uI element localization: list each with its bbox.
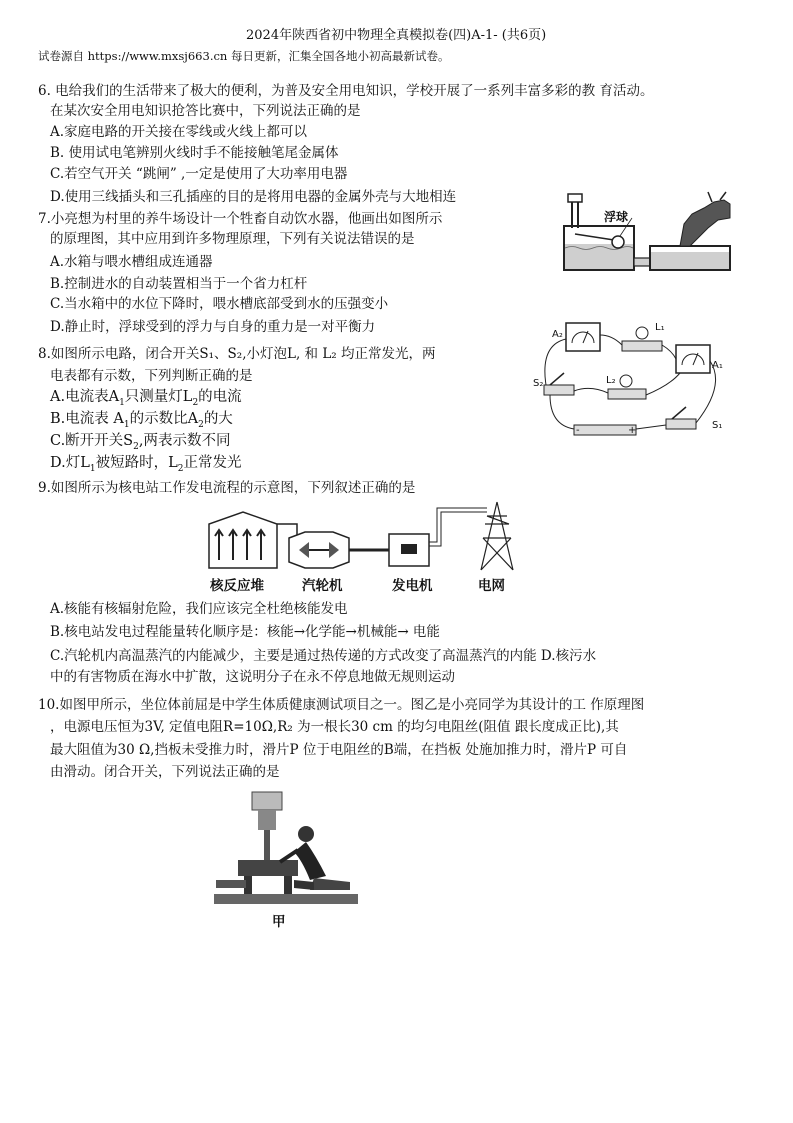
q6-option-c: C.若空气开关 “跳闸” ,一定是使用了大功率用电器 xyxy=(50,166,348,182)
q7-figure-water-trough xyxy=(562,188,732,276)
q9-label-grid: 电网 xyxy=(478,578,505,594)
source-note: 试卷源自 https://www.mxsj663.cn 每日更新，汇集全国各地小初高最新试卷。 xyxy=(38,49,450,63)
q8-label-minus: - xyxy=(576,425,580,436)
q8-option-c: C.断开开关$S_2$,两表示数不同 xyxy=(50,433,231,452)
q9-label-turbine: 汽轮机 xyxy=(302,578,343,594)
q7-option-b: B.控制进水的自动装置相当于一个省力杠杆 xyxy=(50,276,308,292)
q7-float-label: 浮球 xyxy=(604,210,629,224)
q8-stem-line2: 电表都有示数，下列判断正确的是 xyxy=(50,368,253,384)
q6-option-b: B. 使用试电笔辨别火线时手不能接触笔尾金属体 xyxy=(50,145,339,161)
q10-figure-label-jia: 甲 xyxy=(272,914,286,930)
q8-option-b: B.电流表 $A_1$的示数比$A_2$的大 xyxy=(50,411,233,430)
q9-label-reactor: 核反应堆 xyxy=(210,578,264,594)
q10-line2: ，电源电压恒为3V, 定值电阻R=10Ω,R₂ 为一根长30 cm 的均匀电阻丝(阻值 跟长度成正比),其 xyxy=(50,719,619,735)
q8-label-a1: A₁ xyxy=(712,360,723,371)
q8-label-s2: S₂ xyxy=(533,378,544,389)
q6-option-a: A.家庭电路的开关接在零线或火线上都可以 xyxy=(50,124,308,140)
q9-label-generator: 发电机 xyxy=(392,578,433,594)
q8-stem-line1: 8.如图所示电路，闭合开关S₁、S₂,小灯泡L, 和 L₂ 均正常发光，两 xyxy=(38,346,436,362)
q7-option-a: A.水箱与喂水槽组成连通器 xyxy=(50,254,213,270)
q8-label-s1: S₁ xyxy=(712,420,723,431)
q8-option-a: A.电流表$A_1$只测量灯$L_2$的电流 xyxy=(50,389,242,408)
q7-option-d: D.静止时，浮球受到的浮力与自身的重力是一对平衡力 xyxy=(50,319,376,335)
q8-label-plus: + xyxy=(628,425,637,436)
q9-option-c-cont: 中的有害物质在海水中扩散，这说明分子在永不停息地做无规则运动 xyxy=(50,669,455,685)
q6-stem-line2: 在某次安全用电知识抢答比赛中，下列说法正确的是 xyxy=(50,103,361,119)
q7-option-c: C.当水箱中的水位下降时，喂水槽底部受到水的压强变小 xyxy=(50,296,389,312)
q9-option-a: A.核能有核辐射危险，我们应该完全杜绝核能发电 xyxy=(50,601,348,617)
q8-label-l2: L₂ xyxy=(606,375,616,386)
q6-option-d: D.使用三线插头和三孔插座的目的是将用电器的金属外壳与大地相连 xyxy=(50,189,457,205)
q9-option-c: C.汽轮机内高温蒸汽的内能减少，主要是通过热传递的方式改变了高温蒸汽的内能 D.核污水 xyxy=(50,648,597,664)
q6-stem-line1: 6. 电给我们的生活带来了极大的便利，为普及安全用电知识，学校开展了一系列丰富多彩的教 育活动。 xyxy=(38,83,654,99)
q10-line4: 由滑动。闭合开关，下列说法正确的是 xyxy=(50,764,280,780)
q7-stem-line2: 的原理图，其中应用到许多物理原理，下列有关说法错误的是 xyxy=(50,231,415,247)
q9-stem: 9.如图所示为核电站工作发电流程的示意图，下列叙述正确的是 xyxy=(38,480,416,496)
q10-line1: 10.如图甲所示，坐位体前屈是中学生体质健康测试项目之一。图乙是小亮同学为其设计的工 作原理图 xyxy=(38,697,645,713)
page-title: 2024年陕西省初中物理全真模拟卷(四)A-1- (共6页) xyxy=(246,28,547,43)
q10-line3: 最大阻值为30 Ω,挡板未受推力时，滑片P 位于电阻丝的B端，在挡板 处施加推力时，滑片P 可自 xyxy=(50,742,628,758)
q10-figure-sit-and-reach xyxy=(214,790,358,906)
q9-option-b: B.核电站发电过程能量转化顺序是：核能→化学能→机械能→ 电能 xyxy=(50,624,440,640)
q8-option-d: D.灯$L_1$被短路时，$L_2$正常发光 xyxy=(50,455,242,474)
q8-label-l1: L₁ xyxy=(655,322,665,333)
q9-figure-nuclear-flow xyxy=(205,498,525,574)
q7-stem-line1: 7.小亮想为村里的养牛场设计一个牲畜自动饮水器，他画出如图所示 xyxy=(38,211,443,227)
q8-label-a2: A₂ xyxy=(552,329,563,340)
